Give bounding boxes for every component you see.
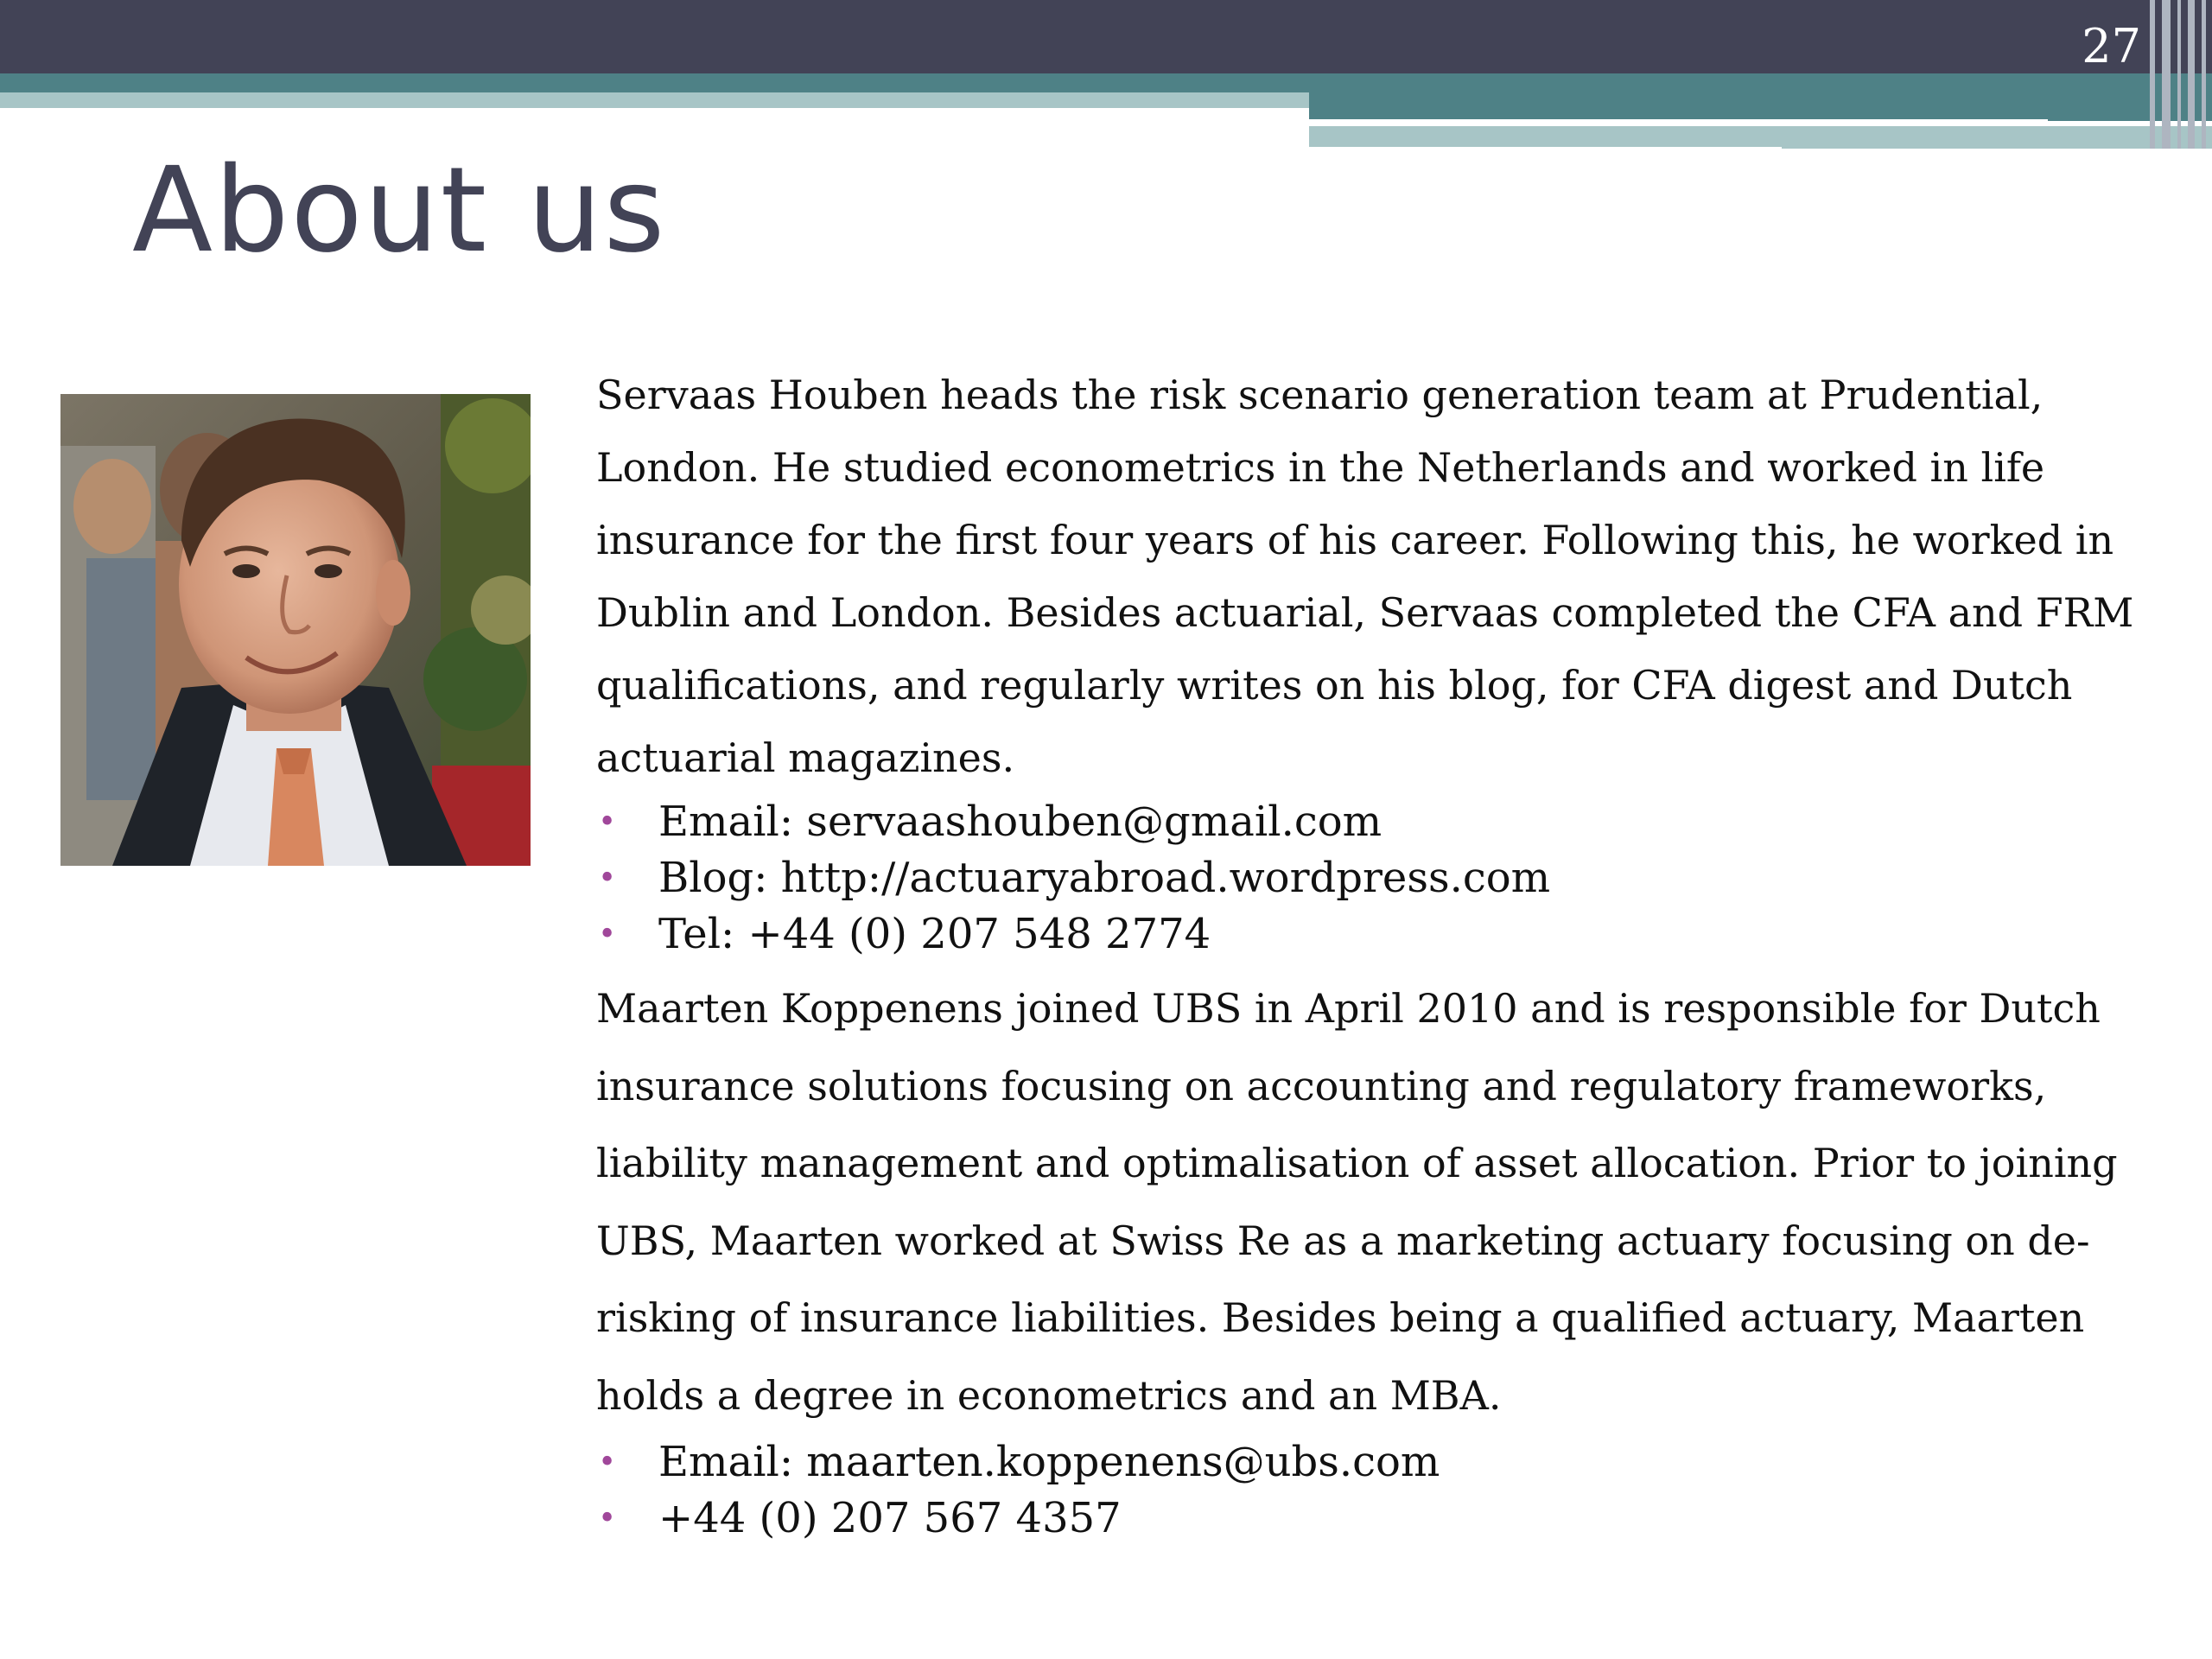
contact-phone-text: +44 (0) 207 567 4357 — [658, 1494, 1122, 1542]
contact-item-blog — [596, 850, 2169, 906]
header-band — [0, 0, 2212, 73]
bullet-icon: • — [598, 1445, 617, 1480]
bio-text: Maarten Koppenens joined UBS in April 2010 and is responsible for Dutch insurance solutions focusing on accounting and regulatory frameworks, liability management and optimalisation of asset allocation. Prior to joining UBS, Maarten worked at Swiss Re as a marketing actuary focusing on de-risking of insurance liabilities. Besides being a qualified actuary, Maarten holds a degree in econometrics and an MBA. — [596, 985, 2118, 1419]
bio-text: Servaas Houben heads the risk scenario generation team at Prudential, London. He studied econometrics in the Netherlands and worked in life insurance for the first four years of his career. Following this, he worked in Dublin and London. Besides actuarial, Servaas completed the CFA and FRM qualifications, and regularly writes on his blog, for CFA digest and Dutch actuarial magazines. — [596, 372, 2134, 781]
bullet-icon: • — [598, 804, 617, 840]
header-accent-light-band — [0, 92, 1309, 108]
contact-email-text: Email: maarten.koppenens@ubs.com — [658, 1438, 1440, 1486]
contact-item-phone — [596, 906, 2169, 963]
contact-list — [596, 794, 2169, 963]
page-title: About us — [132, 143, 667, 279]
contact-item-email — [596, 1434, 2169, 1491]
contact-blog-text: Blog: http://actuaryabroad.wordpress.com — [658, 854, 1551, 902]
bullet-icon: • — [598, 917, 617, 952]
bullet-icon: • — [598, 1501, 617, 1536]
page-number: 27 — [2082, 19, 2141, 73]
header-accent-block — [1309, 73, 2212, 121]
header-accent-divider — [1309, 119, 2048, 126]
profile-photo — [60, 394, 531, 866]
contact-list — [596, 1434, 2169, 1547]
contact-item-email — [596, 794, 2169, 850]
header-stripes — [2143, 0, 2212, 149]
header-accent-band — [0, 73, 1309, 92]
contact-item-phone — [596, 1491, 2169, 1547]
bio-section-servaas — [596, 359, 2169, 963]
bullet-icon: • — [598, 861, 617, 896]
contact-phone-text: Tel: +44 (0) 207 548 2774 — [658, 910, 1211, 958]
bio-section-maarten — [596, 970, 2169, 1547]
contact-email-text: Email: servaashouben@gmail.com — [658, 798, 1382, 846]
